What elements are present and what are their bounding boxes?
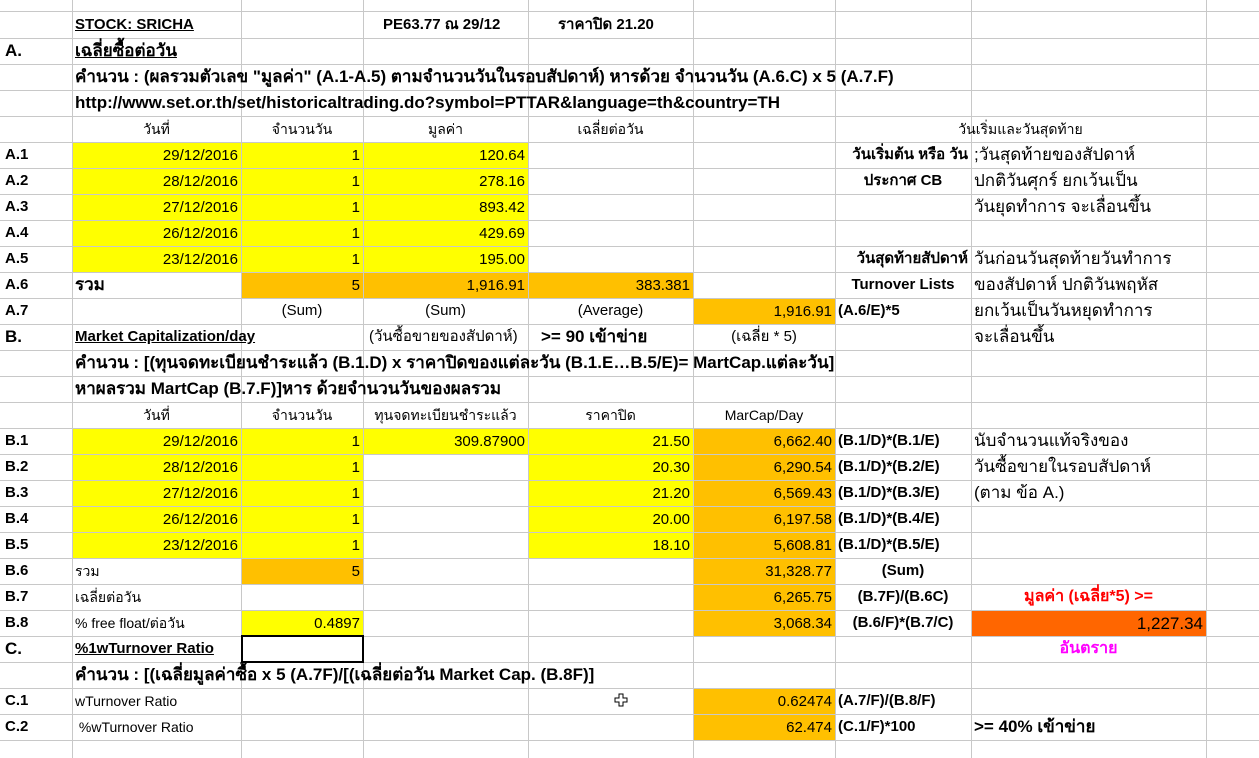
note-cell[interactable]: วันซื้อขายในรอบสัปดาห์ [974, 457, 1152, 476]
days-cell[interactable]: 1 [242, 143, 363, 168]
days-cell[interactable]: 1 [242, 481, 363, 506]
row-code[interactable]: A.6 [5, 276, 29, 293]
days-cell[interactable]: 1 [242, 221, 363, 246]
pct-wturnover-cell[interactable]: 62.474 [694, 715, 835, 740]
col-header-capital[interactable]: ทุนจดทะเบียนชำระแล้ว [374, 407, 517, 423]
section-c-title[interactable]: %1wTurnover Ratio [75, 640, 214, 657]
col-header-date[interactable]: วันที่ [143, 121, 170, 137]
col-header-avg[interactable]: เฉลี่ยต่อวัน [577, 121, 644, 137]
value-cell[interactable]: 429.69 [364, 221, 528, 246]
date-cell[interactable]: 27/12/2016 [73, 195, 241, 220]
row-code[interactable]: B.8 [5, 614, 29, 631]
days-cell[interactable]: 1 [242, 429, 363, 454]
selected-cell[interactable] [241, 635, 364, 663]
days-cell[interactable]: 1 [242, 195, 363, 220]
sum-caption[interactable]: (Sum) [425, 302, 466, 319]
avg-cell[interactable]: 383.381 [529, 273, 693, 298]
value-sum-cell[interactable]: 1,916.91 [364, 273, 528, 298]
date-cell[interactable]: 29/12/2016 [73, 143, 241, 168]
value-cell[interactable]: 893.42 [364, 195, 528, 220]
value-cell[interactable]: 195.00 [364, 247, 528, 272]
capital-cell[interactable]: 309.87900 [364, 429, 528, 454]
note-cell[interactable]: ประกาศ CB [863, 172, 943, 189]
col-header-date[interactable]: วันที่ [143, 407, 170, 423]
col-header-value[interactable]: มูลค่า [427, 121, 464, 137]
wturnover-label[interactable]: wTurnover Ratio [75, 693, 178, 709]
section-b-calc2[interactable]: หาผลรวม MartCap (B.7.F)]หาร ด้วยจำนวนวันของผลรวม [75, 379, 502, 398]
formula-cell[interactable]: (A.6/E)*5 [838, 302, 900, 319]
close-price[interactable]: ราคาปิด 21.20 [558, 16, 654, 33]
row-code[interactable]: A.7 [5, 302, 29, 319]
marcap-cell[interactable]: 5,608.81 [694, 533, 835, 558]
row-code[interactable]: B.1 [5, 432, 29, 449]
row-code[interactable]: B.4 [5, 510, 29, 527]
formula-cell[interactable]: (Sum) [881, 562, 925, 579]
note-cell[interactable]: Turnover Lists [851, 276, 955, 293]
threshold-cell[interactable]: 1,227.34 [972, 611, 1206, 636]
weekly-total-cell[interactable]: 1,916.91 [694, 299, 835, 324]
note-cell[interactable]: จะเลื่อนขึ้น [974, 327, 1055, 346]
section-b-calc1[interactable]: คำนวน : [(ทุนจดทะเบียนชำระแล้ว (B.1.D) x ราคาปิดของแต่ละวัน (B.1.E…B.5/E)= MartCap.แต่ละวัน] [75, 353, 835, 372]
avgx5-caption[interactable]: (เฉลี่ย * 5) [731, 328, 797, 345]
days-cell[interactable]: 1 [242, 455, 363, 480]
sum-caption[interactable]: (Sum) [281, 302, 323, 319]
sum-label[interactable]: รวม [75, 275, 105, 294]
formula-cell[interactable]: (B.1/D)*(B.5/E) [838, 536, 940, 553]
section-b-rule[interactable]: >= 90 เข้าข่าย [541, 327, 648, 346]
section-a-calc[interactable]: คำนวน : (ผลรวมตัวเลข "มูลค่า" (A.1-A.5) ตามจำนวนวันในรอบสัปดาห์) หารด้วย จำนวนวัน (A.6.C) x 5 (A.7.F) [75, 67, 894, 86]
sum-label[interactable]: รวม [75, 563, 100, 579]
date-cell[interactable]: 26/12/2016 [73, 221, 241, 246]
col-header-startend[interactable]: วันเริ่มและวันสุดท้าย [958, 121, 1083, 137]
row-code[interactable]: B.5 [5, 536, 29, 553]
row-code[interactable]: A.1 [5, 146, 29, 163]
marcap-cell[interactable]: 6,197.58 [694, 507, 835, 532]
note-cell[interactable]: ยกเว้นเป็นวันหยุดทำการ [974, 301, 1153, 320]
formula-cell[interactable]: (B.1/D)*(B.3/E) [838, 484, 940, 501]
close-cell[interactable]: 20.30 [529, 455, 693, 480]
formula-cell[interactable]: (A.7/F)/(B.8/F) [838, 692, 936, 709]
note-cell[interactable]: วันสุดท้ายสัปดาห์ [856, 250, 968, 267]
marcap-ff-cell[interactable]: 3,068.34 [694, 611, 835, 636]
section-c-code[interactable]: C. [5, 639, 22, 658]
section-a-code[interactable]: A. [5, 41, 22, 60]
close-cell[interactable]: 21.20 [529, 481, 693, 506]
close-cell[interactable]: 20.00 [529, 507, 693, 532]
days-cell[interactable]: 1 [242, 247, 363, 272]
wturnover-cell[interactable]: 0.62474 [694, 689, 835, 714]
row-code[interactable]: B.3 [5, 484, 29, 501]
note-cell[interactable]: ของสัปดาห์ ปกติวันพฤหัส [974, 275, 1159, 294]
date-cell[interactable]: 27/12/2016 [73, 481, 241, 506]
row-code[interactable]: C.1 [5, 692, 29, 709]
alert-label[interactable]: มูลค่า (เฉลี่ย*5) >= [1024, 588, 1153, 605]
section-b-sub[interactable]: (วันซื้อขายของสัปดาห์) [369, 328, 518, 345]
note-cell[interactable]: ;วันสุดท้ายของสัปดาห์ [974, 145, 1136, 164]
section-a-url[interactable]: http://www.set.or.th/set/historicaltrading.do?symbol=PTTAR&language=th&country=TH [75, 93, 781, 112]
row-code[interactable]: A.5 [5, 250, 29, 267]
note-cell[interactable]: ปกติวันศุกร์ ยกเว้นเป็น [974, 171, 1138, 190]
date-cell[interactable]: 23/12/2016 [73, 533, 241, 558]
row-code[interactable]: A.2 [5, 172, 29, 189]
avg-label[interactable]: เฉลี่ยต่อวัน [75, 589, 142, 605]
row-code[interactable]: B.2 [5, 458, 29, 475]
crosshair-cursor-icon [614, 693, 628, 709]
date-cell[interactable]: 28/12/2016 [73, 169, 241, 194]
rule-label[interactable]: >= 40% เข้าข่าย [974, 717, 1096, 736]
date-cell[interactable]: 26/12/2016 [73, 507, 241, 532]
date-cell[interactable]: 23/12/2016 [73, 247, 241, 272]
days-cell[interactable]: 1 [242, 533, 363, 558]
col-header-marcap[interactable]: MarCap/Day [724, 407, 804, 423]
date-cell[interactable]: 28/12/2016 [73, 455, 241, 480]
row-code[interactable]: A.4 [5, 224, 29, 241]
marcap-sum-cell[interactable]: 31,328.77 [694, 559, 835, 584]
row-code[interactable]: A.3 [5, 198, 29, 215]
date-cell[interactable]: 29/12/2016 [73, 429, 241, 454]
formula-cell[interactable]: (B.6/F)*(B.7/C) [852, 614, 954, 631]
marcap-cell[interactable]: 6,662.40 [694, 429, 835, 454]
note-cell[interactable]: นับจำนวนแท้จริงของ [974, 431, 1129, 450]
value-cell[interactable]: 278.16 [364, 169, 528, 194]
days-cell[interactable]: 1 [242, 169, 363, 194]
col-header-close[interactable]: ราคาปิด [585, 407, 636, 423]
col-header-days[interactable]: จำนวนวัน [271, 121, 333, 137]
pct-wturnover-label[interactable]: %wTurnover Ratio [75, 719, 194, 735]
section-a-title[interactable]: เฉลี่ยซื้อต่อวัน [75, 41, 177, 60]
section-c-calc[interactable]: คำนวน : [(เฉลี่ยมูลค่าซื้อ x 5 (A.7F)/[(เฉลี่ยต่อวัน Market Cap. (B.8F)] [75, 665, 595, 684]
average-caption[interactable]: (Average) [577, 302, 644, 319]
formula-cell[interactable]: (B.1/D)*(B.2/E) [838, 458, 940, 475]
close-cell[interactable]: 21.50 [529, 429, 693, 454]
stock-name[interactable]: STOCK: SRICHA [75, 16, 194, 33]
formula-cell[interactable]: (B.1/D)*(B.1/E) [838, 432, 940, 449]
section-b-code[interactable]: B. [5, 327, 22, 346]
days-sum-cell[interactable]: 5 [242, 559, 363, 584]
pe-ratio[interactable]: PE63.77 ณ 29/12 [383, 16, 501, 33]
days-sum-cell[interactable]: 5 [242, 273, 363, 298]
free-float-label[interactable]: % free float/ต่อวัน [75, 615, 185, 631]
formula-cell[interactable]: (B.7F)/(B.6C) [857, 588, 949, 605]
formula-cell[interactable]: (C.1/F)*100 [838, 718, 916, 735]
note-cell[interactable]: วันเริ่มต้น หรือ วัน [852, 146, 968, 163]
col-header-days[interactable]: จำนวนวัน [271, 407, 333, 423]
row-code[interactable]: B.6 [5, 562, 29, 579]
marcap-cell[interactable]: 6,569.43 [694, 481, 835, 506]
marcap-cell[interactable]: 6,290.54 [694, 455, 835, 480]
marcap-avg-cell[interactable]: 6,265.75 [694, 585, 835, 610]
row-code[interactable]: C.2 [5, 718, 29, 735]
days-cell[interactable]: 1 [242, 507, 363, 532]
formula-cell[interactable]: (B.1/D)*(B.4/E) [838, 510, 940, 527]
row-code[interactable]: B.7 [5, 588, 29, 605]
note-cell[interactable]: (ตาม ข้อ A.) [974, 483, 1065, 502]
value-cell[interactable]: 120.64 [364, 143, 528, 168]
section-b-title[interactable]: Market Capitalization/day [75, 328, 256, 345]
close-cell[interactable]: 18.10 [529, 533, 693, 558]
note-cell[interactable]: วันก่อนวันสุดท้ายวันทำการ [974, 249, 1172, 268]
danger-label[interactable]: อันตราย [1059, 640, 1118, 657]
free-float-cell[interactable]: 0.4897 [242, 611, 363, 636]
note-cell[interactable]: วันยุดทำการ จะเลื่อนขึ้น [974, 197, 1152, 216]
